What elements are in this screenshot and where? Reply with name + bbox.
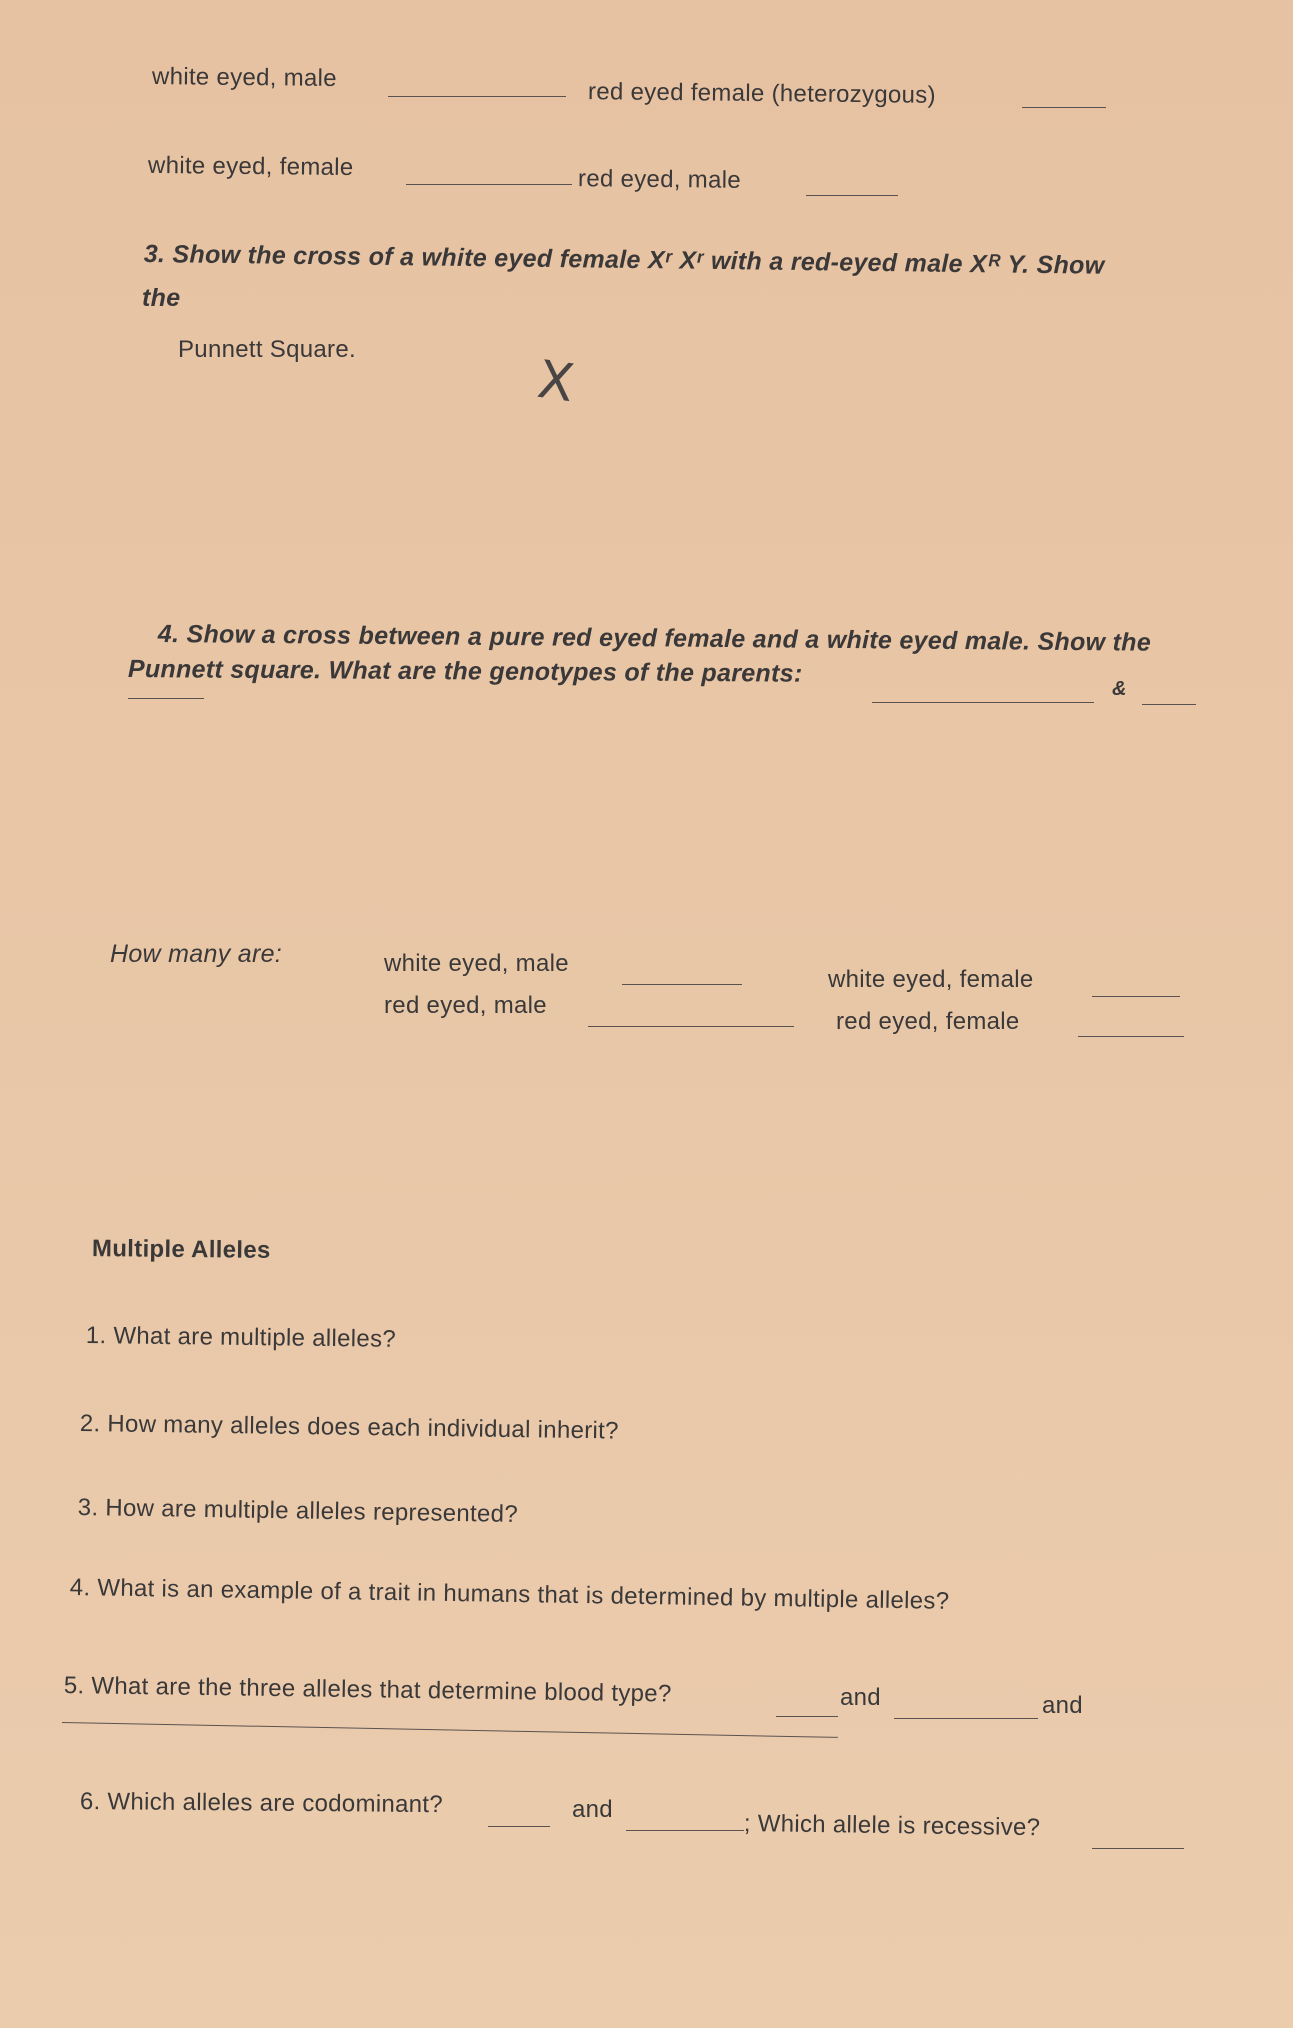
question-4-line1: 4. Show a cross between a pure red eyed female and a white eyed male. Show the [157, 620, 1152, 657]
how-many-red-female-label: red eyed, female [836, 1008, 1020, 1035]
ampersand: & [1112, 678, 1127, 700]
handwritten-x-mark: X [533, 349, 578, 415]
how-many-red-male-label: red eyed, male [384, 992, 547, 1019]
white-eyed-male-blank[interactable] [388, 96, 566, 97]
how-many-white-male-blank[interactable] [622, 984, 742, 985]
blood-type-allele-blank-2[interactable] [894, 1718, 1038, 1719]
parent-genotype-blank-1[interactable] [872, 702, 1094, 703]
multiple-alleles-q1: 1. What are multiple alleles? [85, 1322, 397, 1353]
multiple-alleles-q4: 4. What is an example of a trait in humans that is determined by multiple alleles? [69, 1574, 950, 1615]
parent-genotype-blank-2[interactable] [1142, 704, 1196, 705]
question-3-text-cont: the [142, 284, 181, 312]
red-eyed-female-het-blank[interactable] [1022, 107, 1106, 108]
punnett-square-label: Punnett Square. [178, 336, 356, 363]
multiple-alleles-q3: 3. How are multiple alleles represented? [77, 1494, 519, 1528]
blood-type-and-2: and [1042, 1692, 1083, 1719]
how-many-red-female-blank[interactable] [1078, 1036, 1184, 1037]
white-eyed-female-label: white eyed, female [147, 151, 354, 182]
codominant-blank-2[interactable] [626, 1830, 744, 1831]
multiple-alleles-q2: 2. How many alleles does each individual inherit? [79, 1410, 619, 1445]
red-eyed-male-label: red eyed, male [577, 165, 742, 194]
question-3-text: 3. Show the cross of a white eyed female Xʳ Xʳ with a red-eyed male Xᴿ Y. Show [143, 240, 1105, 280]
red-eyed-female-het-label: red eyed female (heterozygous) [587, 78, 936, 109]
blood-type-allele-blank-3[interactable] [62, 1722, 838, 1738]
blood-type-allele-blank-1[interactable] [776, 1716, 838, 1717]
question-4-left-mark [128, 698, 204, 699]
red-eyed-male-blank[interactable] [806, 195, 898, 196]
recessive-question: ; Which allele is recessive? [743, 1810, 1041, 1842]
white-eyed-female-blank[interactable] [406, 184, 572, 185]
codominant-and: and [572, 1796, 613, 1823]
how-many-red-male-blank[interactable] [588, 1026, 794, 1027]
multiple-alleles-heading: Multiple Alleles [91, 1235, 271, 1264]
how-many-white-female-blank[interactable] [1092, 996, 1180, 997]
codominant-blank-1[interactable] [488, 1826, 550, 1827]
how-many-are-label: How many are: [110, 940, 283, 968]
how-many-white-female-label: white eyed, female [828, 966, 1034, 993]
question-4-line2: Punnett square. What are the genotypes of the parents: [127, 655, 803, 688]
multiple-alleles-q6: 6. Which alleles are codominant? [79, 1788, 444, 1819]
white-eyed-male-label: white eyed, male [151, 63, 338, 92]
how-many-white-male-label: white eyed, male [384, 950, 569, 977]
blood-type-and-1: and [840, 1684, 881, 1711]
multiple-alleles-q5: 5. What are the three alleles that determine blood type? [63, 1672, 672, 1708]
recessive-blank[interactable] [1092, 1848, 1184, 1849]
